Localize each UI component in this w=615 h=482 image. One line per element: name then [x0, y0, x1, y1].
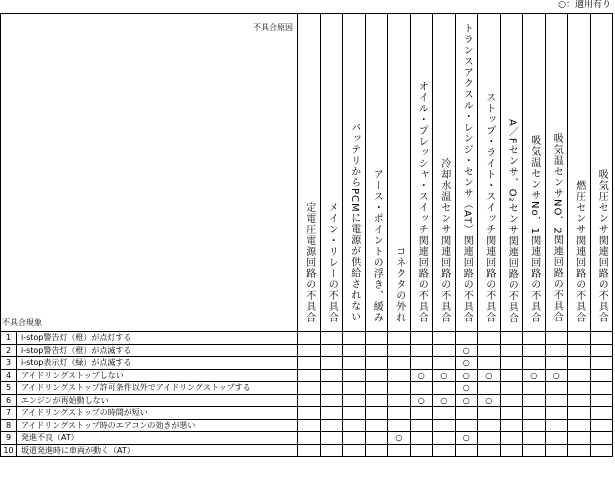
mark-cell — [590, 357, 613, 370]
mark-cell — [298, 344, 321, 357]
header-row — [1, 14, 613, 332]
mark-cell — [433, 382, 456, 395]
cause-header-3 — [343, 14, 366, 332]
mark-cell — [523, 344, 546, 357]
cause-header-label: 不具合原因 — [253, 23, 293, 32]
mark-cell — [590, 369, 613, 382]
mark-cell — [433, 444, 456, 457]
table-row — [1, 444, 613, 457]
mark-cell: ○ — [455, 382, 478, 395]
cause-label: A／Fセンサ、O₂センサ関連回路の不具合 — [506, 118, 518, 323]
mark-cell — [343, 332, 366, 345]
symptom-cell: i-stop警告灯（橙）が点滅する — [17, 344, 298, 357]
mark-cell — [523, 432, 546, 445]
mark-cell: ○ — [410, 369, 433, 382]
symptom-cell: 坂道発進時に車両が動く（AT） — [17, 444, 298, 457]
cause-label: 定電圧電源回路の不具合 — [303, 202, 315, 323]
mark-cell — [388, 407, 411, 420]
mark-cell — [298, 357, 321, 370]
mark-cell — [298, 419, 321, 432]
mark-cell — [365, 344, 388, 357]
mark-cell — [410, 419, 433, 432]
mark-cell — [320, 394, 343, 407]
mark-cell — [433, 344, 456, 357]
mark-cell — [545, 332, 568, 345]
mark-cell: ○ — [433, 394, 456, 407]
mark-cell — [568, 344, 591, 357]
table-row — [1, 344, 613, 357]
mark-cell — [590, 394, 613, 407]
mark-cell — [590, 444, 613, 457]
mark-cell — [298, 407, 321, 420]
mark-cell — [433, 332, 456, 345]
mark-cell — [568, 357, 591, 370]
mark-cell: ○ — [523, 369, 546, 382]
mark-cell — [320, 382, 343, 395]
table-row — [1, 357, 613, 370]
cause-label: 冷却水温センサ関連回路の不具合 — [438, 158, 450, 323]
row-number: 8 — [1, 419, 17, 432]
mark-cell — [298, 369, 321, 382]
mark-cell — [388, 369, 411, 382]
mark-cell: ○ — [455, 357, 478, 370]
table-body — [1, 332, 613, 457]
mark-cell — [523, 332, 546, 345]
row-number: 1 — [1, 332, 17, 345]
mark-cell — [568, 419, 591, 432]
mark-cell — [410, 407, 433, 420]
mark-cell — [320, 432, 343, 445]
mark-cell — [388, 382, 411, 395]
mark-cell — [388, 419, 411, 432]
row-number: 7 — [1, 407, 17, 420]
mark-cell — [455, 444, 478, 457]
cause-header-9 — [478, 14, 501, 332]
mark-cell — [545, 444, 568, 457]
mark-cell — [545, 357, 568, 370]
mark-cell — [320, 344, 343, 357]
mark-cell — [568, 394, 591, 407]
mark-cell — [590, 407, 613, 420]
mark-cell — [590, 344, 613, 357]
mark-cell — [298, 432, 321, 445]
mark-cell — [545, 432, 568, 445]
mark-cell — [298, 382, 321, 395]
cause-header-14 — [590, 14, 613, 332]
mark-cell — [478, 444, 501, 457]
mark-cell — [478, 407, 501, 420]
mark-cell — [455, 332, 478, 345]
mark-cell — [410, 382, 433, 395]
mark-cell — [500, 432, 523, 445]
mark-cell — [365, 369, 388, 382]
mark-cell — [298, 332, 321, 345]
mark-cell — [523, 357, 546, 370]
cause-label: バッテリからPCMに電源が供給されない — [348, 122, 360, 323]
mark-cell — [410, 444, 433, 457]
mark-cell: ○ — [545, 369, 568, 382]
cause-header-8 — [455, 14, 478, 332]
mark-cell — [523, 382, 546, 395]
mark-cell — [343, 382, 366, 395]
mark-cell: ○ — [388, 432, 411, 445]
mark-cell — [545, 394, 568, 407]
mark-cell — [365, 382, 388, 395]
mark-cell — [320, 444, 343, 457]
mark-cell — [455, 419, 478, 432]
mark-cell: ○ — [455, 394, 478, 407]
mark-cell — [365, 444, 388, 457]
cause-header-10 — [500, 14, 523, 332]
mark-cell — [388, 344, 411, 357]
mark-cell — [410, 357, 433, 370]
row-number: 10 — [1, 444, 17, 457]
mark-cell — [343, 407, 366, 420]
row-number: 3 — [1, 357, 17, 370]
symptom-cell: i-stop表示灯（緑）が点滅する — [17, 357, 298, 370]
cause-label: 吸気圧センサ関連回路の不具合 — [596, 169, 608, 323]
table-row — [1, 407, 613, 420]
mark-cell — [545, 419, 568, 432]
cause-header-13 — [568, 14, 591, 332]
mark-cell — [433, 432, 456, 445]
mark-cell: ○ — [478, 394, 501, 407]
mark-cell — [343, 419, 366, 432]
mark-cell — [523, 444, 546, 457]
mark-cell — [478, 344, 501, 357]
cause-header-6 — [410, 14, 433, 332]
table-row — [1, 369, 613, 382]
mark-cell — [320, 407, 343, 420]
cause-label: コネクタの外れ — [393, 246, 405, 323]
table-row — [1, 394, 613, 407]
mark-cell — [568, 432, 591, 445]
mark-cell — [500, 344, 523, 357]
mark-cell — [388, 444, 411, 457]
mark-cell — [320, 357, 343, 370]
mark-cell — [500, 394, 523, 407]
mark-cell — [320, 332, 343, 345]
mark-cell: ○ — [410, 394, 433, 407]
symptom-cell: エンジンが再始動しない — [17, 394, 298, 407]
mark-cell: ○ — [433, 369, 456, 382]
mark-cell — [568, 369, 591, 382]
row-number: 6 — [1, 394, 17, 407]
table-row — [1, 432, 613, 445]
row-number: 4 — [1, 369, 17, 382]
cause-header-7 — [433, 14, 456, 332]
symptom-cell: アイドリングストップ許可条件以外でアイドリングストップする — [17, 382, 298, 395]
mark-cell — [410, 344, 433, 357]
cause-header-11 — [523, 14, 546, 332]
symptom-header-label: 不具合現象 — [2, 318, 42, 327]
mark-cell: ○ — [478, 369, 501, 382]
mark-cell — [523, 394, 546, 407]
mark-cell — [433, 419, 456, 432]
symptom-cell: アイドリングストップ時のエアコンの効きが悪い — [17, 419, 298, 432]
cause-label: ストップ・ライト・スイッチ関連回路の不具合 — [483, 92, 495, 323]
mark-cell — [433, 357, 456, 370]
cause-label: メイン・リレーの不具合 — [326, 202, 338, 323]
symptom-cell: アイドリングストップの時間が短い — [17, 407, 298, 420]
mark-cell — [320, 419, 343, 432]
mark-cell — [590, 332, 613, 345]
mark-cell — [478, 419, 501, 432]
mark-cell — [320, 369, 343, 382]
cause-header-2 — [320, 14, 343, 332]
mark-cell — [365, 432, 388, 445]
mark-cell — [365, 394, 388, 407]
symptom-cell: 発進不良（AT） — [17, 432, 298, 445]
mark-cell — [545, 407, 568, 420]
cause-label: アース・ポイントの浮き、緩み — [371, 169, 383, 323]
mark-cell — [500, 419, 523, 432]
mark-cell — [500, 357, 523, 370]
mark-cell — [343, 432, 366, 445]
mark-cell — [478, 382, 501, 395]
cause-label: 燃圧センサ関連回路の不具合 — [573, 180, 585, 323]
mark-cell — [388, 332, 411, 345]
mark-cell — [410, 332, 433, 345]
mark-cell: ○ — [455, 369, 478, 382]
table-row — [1, 332, 613, 345]
mark-cell — [455, 407, 478, 420]
mark-cell — [500, 407, 523, 420]
row-number: 9 — [1, 432, 17, 445]
mark-cell — [478, 432, 501, 445]
mark-cell — [478, 357, 501, 370]
mark-cell — [410, 432, 433, 445]
cause-header-1 — [298, 14, 321, 332]
mark-cell — [365, 419, 388, 432]
mark-cell — [388, 394, 411, 407]
table-row — [1, 382, 613, 395]
mark-cell — [478, 332, 501, 345]
mark-cell — [590, 432, 613, 445]
mark-cell — [500, 444, 523, 457]
row-number: 5 — [1, 382, 17, 395]
diagnosis-matrix-table — [0, 13, 613, 457]
mark-cell — [365, 407, 388, 420]
mark-cell — [568, 382, 591, 395]
mark-cell — [298, 394, 321, 407]
mark-cell: ○ — [455, 432, 478, 445]
mark-cell — [500, 382, 523, 395]
mark-cell: ○ — [455, 344, 478, 357]
mark-cell — [500, 369, 523, 382]
table-row — [1, 419, 613, 432]
mark-cell — [568, 332, 591, 345]
mark-cell — [523, 419, 546, 432]
symptom-cell: i-stop警告灯（橙）が点灯する — [17, 332, 298, 345]
cause-label: オイル・プレッシャ・スイッチ関連回路の不具合 — [416, 81, 428, 323]
cause-header-5 — [388, 14, 411, 332]
mark-cell — [590, 382, 613, 395]
mark-cell — [500, 332, 523, 345]
mark-cell — [365, 357, 388, 370]
cause-header-4 — [365, 14, 388, 332]
mark-cell — [433, 407, 456, 420]
legend-text: ○：適用有り — [558, 0, 611, 10]
mark-cell — [388, 357, 411, 370]
mark-cell — [343, 369, 366, 382]
cause-label: 吸気温センサNo．1関連回路の不具合 — [528, 135, 540, 323]
mark-cell — [298, 444, 321, 457]
mark-cell — [343, 344, 366, 357]
symptom-cell: アイドリングストップしない — [17, 369, 298, 382]
mark-cell — [343, 357, 366, 370]
corner-header-cell — [1, 14, 298, 332]
mark-cell — [365, 332, 388, 345]
cause-header-12 — [545, 14, 568, 332]
mark-cell — [545, 344, 568, 357]
mark-cell — [590, 419, 613, 432]
mark-cell — [545, 382, 568, 395]
mark-cell — [343, 394, 366, 407]
row-number: 2 — [1, 344, 17, 357]
mark-cell — [568, 407, 591, 420]
cause-label: トランスアクスル・レンジ・センサ（AT）関連回路の不具合 — [461, 22, 473, 323]
mark-cell — [568, 444, 591, 457]
mark-cell — [523, 407, 546, 420]
mark-cell — [343, 444, 366, 457]
cause-label: 吸気温センサNO．2関連回路の不具合 — [551, 133, 563, 323]
